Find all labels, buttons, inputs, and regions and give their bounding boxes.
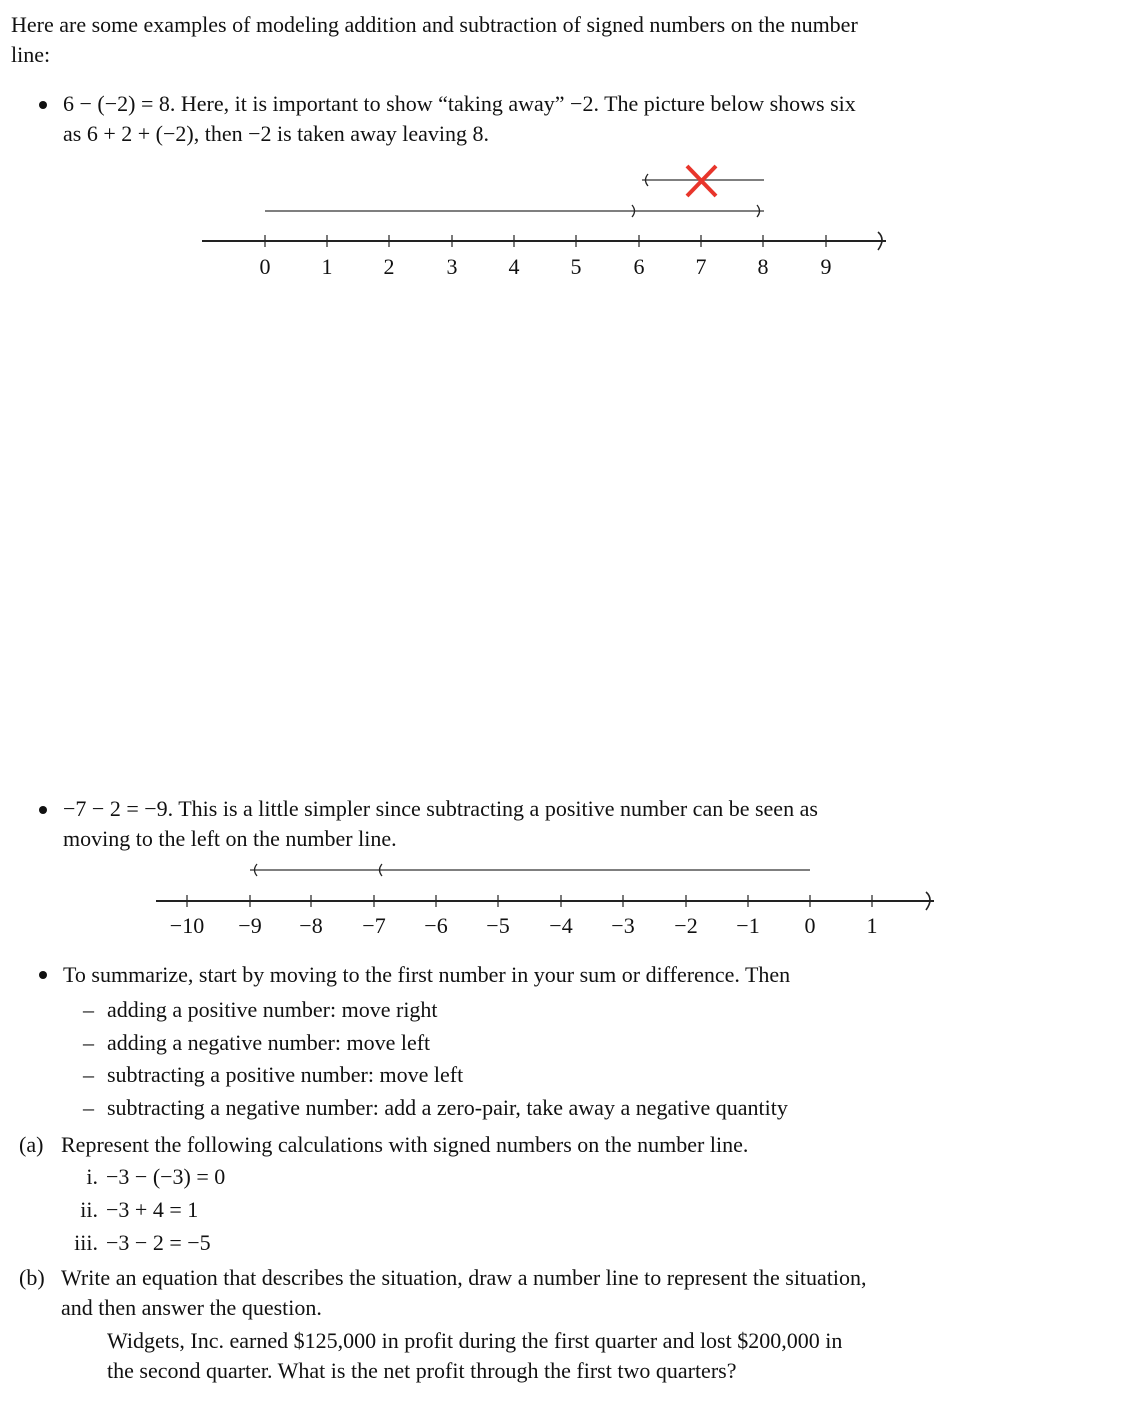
part-b-line-2: and then answer the question. [61,1295,322,1320]
part-b-problem-line-1: Widgets, Inc. earned $125,000 in profit during the first quarter and lost $200,000 in [107,1328,843,1353]
svg-text:−3: −3 [611,913,635,938]
svg-text:−2: −2 [674,913,698,938]
axis [202,232,886,250]
bullet-icon [39,806,47,814]
arrow-zero-to-minus-nine [250,864,810,876]
svg-text:7: 7 [695,254,707,279]
dash-icon: – [83,997,94,1022]
arrow-zero-to-six [265,205,764,217]
svg-text:−4: −4 [549,913,573,938]
part-a-text: Represent the following calculations with signed numbers on the number line. [61,1132,749,1157]
svg-text:9: 9 [820,254,832,279]
number-line-example2 [0,855,1136,945]
svg-text:−5: −5 [486,913,510,938]
svg-text:1: 1 [866,913,878,938]
axis [156,892,934,910]
part-a-item-expression: −3 − (−3) = 0 [106,1164,226,1189]
tick-labels [260,254,832,279]
tick-labels [170,913,878,938]
summary-item: subtracting a negative number: add a zero-pair, take away a negative quantity [107,1095,788,1120]
dash-icon: – [83,1062,94,1087]
part-b-label: (b) [19,1265,45,1290]
summary-item: subtracting a positive number: move left [107,1062,464,1087]
svg-text:0: 0 [259,254,271,279]
part-a-item-expression: −3 + 4 = 1 [106,1197,199,1222]
svg-text:1: 1 [321,254,333,279]
svg-text:−6: −6 [424,913,448,938]
svg-text:−10: −10 [169,913,205,938]
number-line-example1 [0,150,1136,290]
svg-text:6: 6 [633,254,645,279]
example1-line-1: 6 − (−2) = 8. Here, it is important to show “taking away” −2. The picture below shows six [63,91,856,116]
part-a-item-number: i. [86,1164,98,1189]
svg-text:−8: −8 [299,913,323,938]
cross-out-icon [687,166,716,196]
svg-text:2: 2 [383,254,395,279]
bullet-icon [39,971,47,979]
part-a-item-number: ii. [80,1197,98,1222]
part-a-label: (a) [19,1132,44,1157]
summary-item: adding a negative number: move left [107,1030,431,1055]
bullet-icon [39,101,47,109]
svg-text:5: 5 [570,254,582,279]
intro-line-1: Here are some examples of modeling addition and subtraction of signed numbers on the number [11,12,858,37]
svg-text:−1: −1 [736,913,760,938]
svg-text:4: 4 [508,254,520,279]
example1-line-2: as 6 + 2 + (−2), then −2 is taken away leaving 8. [63,121,489,146]
dash-icon: – [83,1030,94,1055]
svg-text:8: 8 [757,254,769,279]
svg-text:3: 3 [446,254,458,279]
summary-item: adding a positive number: move right [107,997,438,1022]
part-a-item-number: iii. [74,1230,98,1255]
part-b-problem-line-2: the second quarter. What is the net profit through the first two quarters? [107,1358,737,1383]
svg-text:0: 0 [804,913,816,938]
intro-line-2: line: [11,42,51,67]
part-a-item-expression: −3 − 2 = −5 [106,1230,211,1255]
example2-line-1: −7 − 2 = −9. This is a little simpler since subtracting a positive number can be seen as [63,796,818,821]
part-b-line-1: Write an equation that describes the situation, draw a number line to represent the situation, [61,1265,867,1290]
svg-text:−7: −7 [362,913,386,938]
example2-line-2: moving to the left on the number line. [63,826,397,851]
dash-icon: – [83,1095,94,1120]
summary-intro: To summarize, start by moving to the first number in your sum or difference. Then [63,962,791,987]
svg-text:−9: −9 [238,913,262,938]
